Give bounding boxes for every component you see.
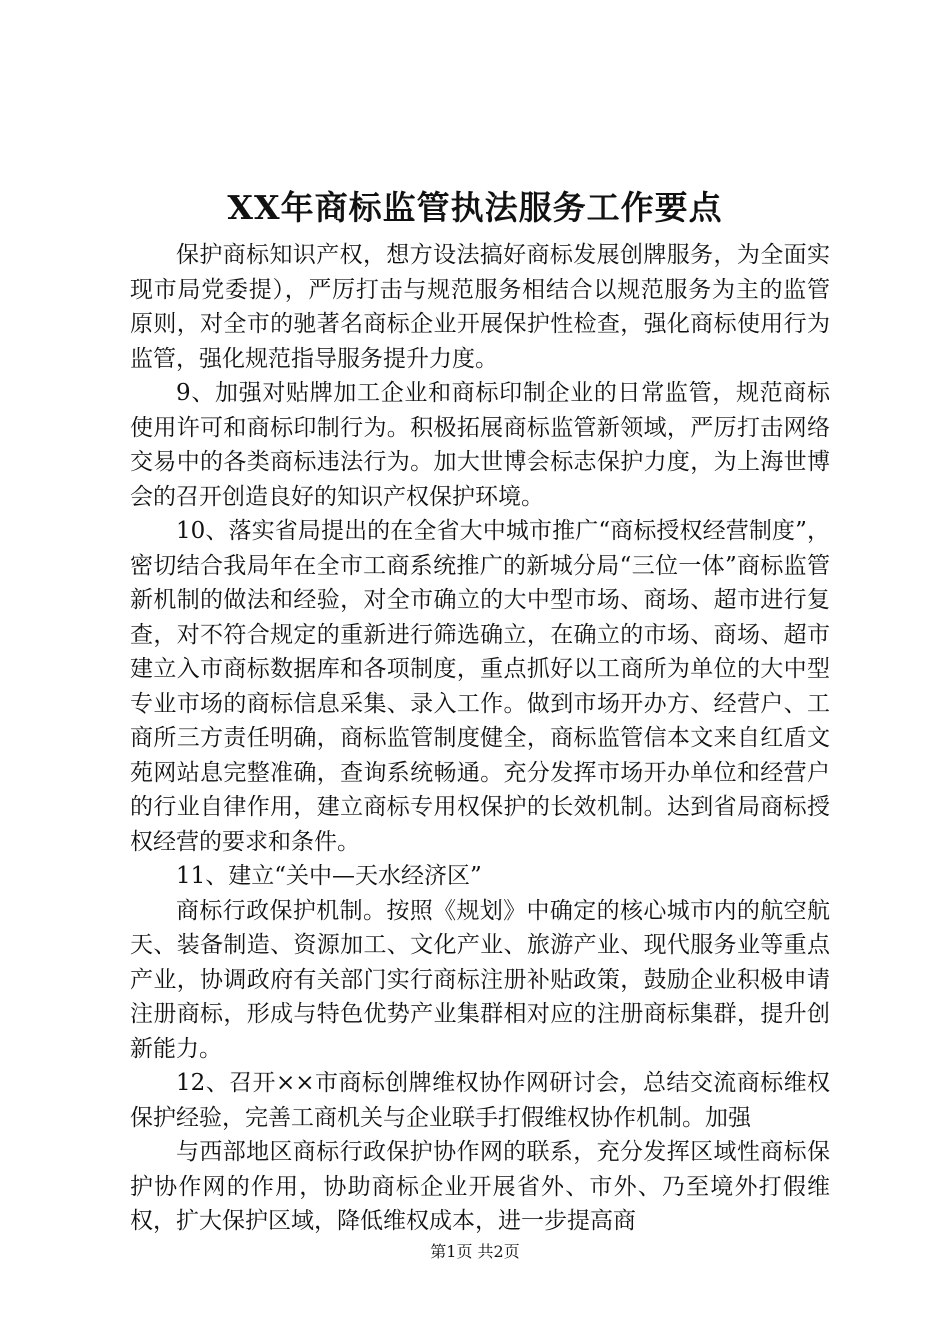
document-body	[130, 238, 830, 1239]
paragraph: 保护商标知识产权，想方设法搞好商标发展创牌服务，为全面实现市局党委提），严厉打击与规范服务相结合以规范服务为主的监管原则，对全市的驰著名商标企业开展保护性检查，强化商标使用行为监管，强化规范指导服务提升力度。	[130, 242, 830, 372]
paragraph: 11、建立“关中—天水经济区”	[176, 863, 482, 889]
paragraph: 与西部地区商标行政保护协作网的联系，充分发挥区域性商标保护协作网的作用，协助商标企业开展省外、市外、乃至境外打假维权，扩大保护区域，降低维权成本，进一步提高商	[130, 1139, 830, 1234]
page-number-footer: 第1页 共2页	[430, 1242, 520, 1261]
paragraph: 12、召开××市商标创牌维权协作网研讨会，总结交流商标维权保护经验，完善工商机关与企业联手打假维权协作机制。加强	[130, 1070, 830, 1131]
document-title: XX年商标监管执法服务工作要点	[227, 188, 723, 227]
paragraph: 9、加强对贴牌加工企业和商标印制企业的日常监管，规范商标使用许可和商标印制行为。积极拓展商标监管新领域，严厉打击网络交易中的各类商标违法行为。加大世博会标志保护力度，为上海世博会的召开创造良好的知识产权保护环境。	[130, 380, 830, 510]
paragraph: 商标行政保护机制。按照《规划》中确定的核心城市内的航空航天、装备制造、资源加工、文化产业、旅游产业、现代服务业等重点产业，协调政府有关部门实行商标注册补贴政策，鼓励企业积极申请注册商标，形成与特色优势产业集群相对应的注册商标集群，提升创新能力。	[130, 897, 830, 1062]
paragraph: 10、落实省局提出的在全省大中城市推广“商标授权经营制度”，密切结合我局年在全市工商系统推广的新城分局“三位一体”商标监管新机制的做法和经验，对全市确立的大中型市场、商场、超市进行复查，对不符合规定的重新进行筛选确立，在确立的市场、商场、超市建立入市商标数据库和各项制度，重点抓好以工商所为单位的大中型专业市场的商标信息采集、录入工作。做到市场开办方、经营户、工商所三方责任明确，商标监管制度健全，商标监管信本文来自红盾文苑网站息完整准确，查询系统畅通。充分发挥市场开办单位和经营户的行业自律作用，建立商标专用权保护的长效机制。达到省局商标授权经营的要求和条件。	[130, 518, 830, 855]
